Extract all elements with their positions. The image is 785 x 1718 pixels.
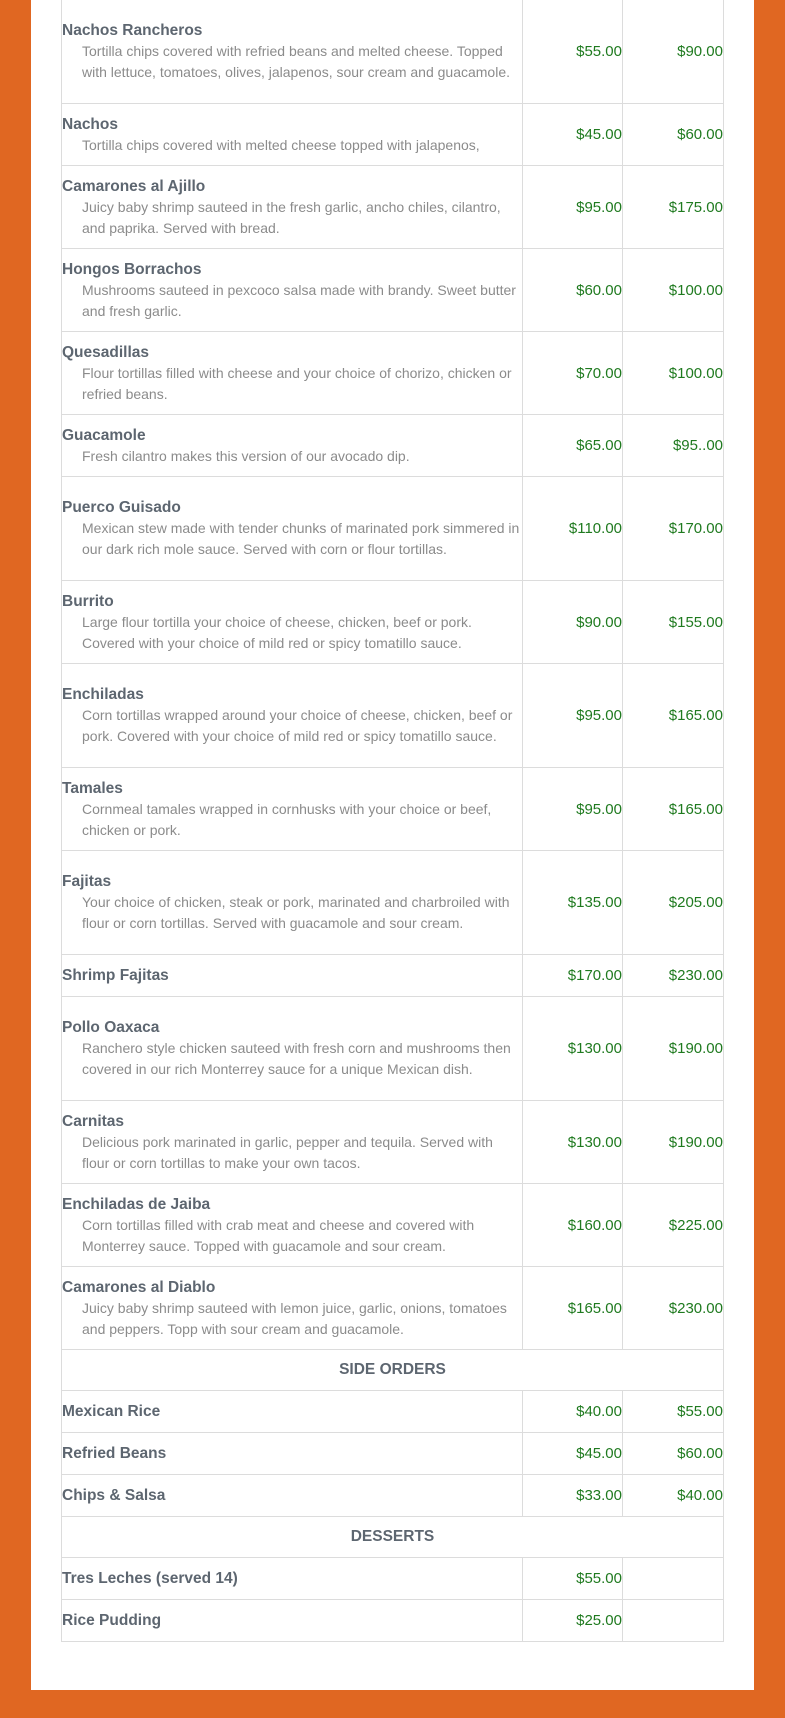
item-name: Camarones al Diablo [62, 1278, 216, 1296]
item-price-large: $60.00 [623, 1433, 724, 1475]
item-description: Tortilla chips covered with melted cheese topped with jalapenos, [82, 136, 480, 153]
item-price-small: $130.00 [523, 997, 623, 1101]
item-cell [62, 415, 523, 477]
item-cell [62, 477, 523, 581]
item-price-small: $160.00 [523, 1184, 623, 1267]
item-cell [62, 249, 523, 332]
item-price-large: $190.00 [623, 997, 724, 1101]
item-name: Enchiladas [62, 686, 144, 703]
item-price-large: $90.00 [623, 0, 724, 104]
item-price-small: $95.00 [523, 166, 623, 249]
item-price-small: $55.00 [523, 1558, 623, 1600]
item-cell [62, 1391, 523, 1433]
item-price-small: $95.00 [523, 664, 623, 768]
section-header-row [62, 1517, 724, 1558]
item-price-large: $205.00 [623, 851, 724, 955]
menu-item-row [62, 1558, 724, 1600]
item-cell [62, 768, 523, 851]
item-description: Cornmeal tamales wrapped in cornhusks with your choice or beef, chicken or pork. [82, 800, 492, 838]
menu-item-row [62, 0, 724, 104]
menu-item-row [62, 166, 724, 249]
menu-item-row [62, 664, 724, 768]
item-name: Carnitas [62, 1112, 125, 1130]
item-cell [62, 1600, 523, 1642]
item-price-small: $60.00 [523, 249, 623, 332]
item-price-large: $190.00 [623, 1101, 724, 1184]
item-price-large: $100.00 [623, 332, 724, 415]
item-price-small: $110.00 [523, 477, 623, 581]
menu-item-row [62, 1267, 724, 1350]
item-price-small: $135.00 [523, 851, 623, 955]
item-price-small: $130.00 [523, 1101, 623, 1184]
item-cell [62, 581, 523, 664]
item-description: Mushrooms sauteed in pexcoco salsa made with brandy. Sweet butter and fresh garlic. [82, 281, 516, 319]
item-name: Puerco Guisado [62, 499, 181, 516]
item-cell [62, 1433, 523, 1475]
item-name: Nachos [62, 115, 118, 133]
item-name: Tamales [62, 779, 123, 797]
item-cell [62, 0, 523, 104]
item-cell [62, 955, 523, 997]
item-description: Corn tortillas wrapped around your choice of cheese, chicken, beef or pork. Covered with your choice of mild red or spicy tomatillo sauce. [82, 707, 513, 744]
item-price-small: $90.00 [523, 581, 623, 664]
item-name: Hongos Borrachos [62, 260, 202, 278]
menu-item-row [62, 1600, 724, 1642]
item-price-small: $45.00 [523, 104, 623, 166]
menu-body [62, 0, 724, 1642]
item-price-large: $60.00 [623, 104, 724, 166]
item-price-large: $155.00 [623, 581, 724, 664]
item-description: Flour tortillas filled with cheese and your choice of chorizo, chicken or refried beans. [82, 364, 512, 402]
item-description: Your choice of chicken, steak or pork, marinated and charbroiled with flour or corn tortillas. Served with guacamole and sour cream. [82, 894, 510, 931]
item-price-small: $33.00 [523, 1475, 623, 1517]
item-name: Chips & Salsa [62, 1487, 166, 1504]
item-price-large: $165.00 [623, 664, 724, 768]
menu-table [61, 0, 724, 1642]
item-cell [62, 1184, 523, 1267]
item-description: Corn tortillas filled with crab meat and cheese and covered with Monterrey sauce. Topped with guacamole and sour cream. [82, 1216, 475, 1254]
item-description: Large flour tortilla your choice of cheese, chicken, beef or pork. Covered with your choice of mild red or spicy tomatillo sauce. [82, 613, 472, 651]
item-name: Shrimp Fajitas [62, 967, 169, 984]
menu-item-row [62, 997, 724, 1101]
menu-item-row [62, 851, 724, 955]
item-price-small: $170.00 [523, 955, 623, 997]
item-price-large: $225.00 [623, 1184, 724, 1267]
item-price-small: $25.00 [523, 1600, 623, 1642]
item-cell [62, 851, 523, 955]
section-header-row [62, 1350, 724, 1391]
item-description: Mexican stew made with tender chunks of marinated pork simmered in our dark rich mole sauce. Served with corn or flour tortillas. [82, 520, 520, 557]
item-cell [62, 664, 523, 768]
item-price-large: $165.00 [623, 768, 724, 851]
item-description: Delicious pork marinated in garlic, pepper and tequila. Served with flour or corn tortillas to make your own tacos. [82, 1133, 493, 1171]
menu-item-row [62, 1391, 724, 1433]
item-description: Fresh cilantro makes this version of our avocado dip. [82, 447, 410, 464]
menu-item-row [62, 477, 724, 581]
section-title-side-orders: SIDE ORDERS [62, 1350, 724, 1391]
menu-item-row [62, 104, 724, 166]
item-cell [62, 166, 523, 249]
item-price-large: $95..00 [623, 415, 724, 477]
menu-item-row [62, 415, 724, 477]
item-price-large: $55.00 [623, 1391, 724, 1433]
item-price-small: $40.00 [523, 1391, 623, 1433]
item-cell [62, 1558, 523, 1600]
item-price-large: $40.00 [623, 1475, 724, 1517]
item-price-large: $100.00 [623, 249, 724, 332]
menu-item-row [62, 1184, 724, 1267]
item-price-large: $230.00 [623, 1267, 724, 1350]
item-name: Refried Beans [62, 1445, 167, 1462]
item-price-small: $70.00 [523, 332, 623, 415]
menu-item-row [62, 332, 724, 415]
section-title-desserts: DESSERTS [62, 1517, 724, 1558]
menu-item-row [62, 1101, 724, 1184]
item-price-small: $95.00 [523, 768, 623, 851]
item-cell [62, 332, 523, 415]
item-name: Pollo Oaxaca [62, 1019, 160, 1036]
item-price-large [623, 1600, 724, 1642]
menu-item-row [62, 955, 724, 997]
item-name: Burrito [62, 592, 114, 610]
item-cell [62, 997, 523, 1101]
item-price-large: $175.00 [623, 166, 724, 249]
menu-item-row [62, 1433, 724, 1475]
item-description: Juicy baby shrimp sauteed in the fresh garlic, ancho chiles, cilantro, and paprika. Served with bread. [82, 198, 501, 236]
item-name: Enchiladas de Jaiba [62, 1195, 211, 1213]
item-description: Juicy baby shrimp sauteed with lemon juice, garlic, onions, tomatoes and peppers. Topp with sour cream and guacamole. [82, 1299, 507, 1337]
item-name: Camarones al Ajillo [62, 177, 206, 195]
menu-item-row [62, 1475, 724, 1517]
item-name: Guacamole [62, 426, 146, 444]
item-price-small: $55.00 [523, 0, 623, 104]
item-name: Nachos Rancheros [62, 22, 203, 39]
item-name: Quesadillas [62, 343, 150, 361]
item-description: Ranchero style chicken sauteed with fresh corn and mushrooms then covered in our rich Monterrey sauce for a unique Mexican dish. [82, 1040, 511, 1077]
item-cell [62, 1101, 523, 1184]
item-cell [62, 104, 523, 166]
item-name: Tres Leches (served 14) [62, 1570, 238, 1587]
item-name: Fajitas [62, 873, 112, 890]
item-price-small: $165.00 [523, 1267, 623, 1350]
menu-item-row [62, 249, 724, 332]
item-name: Rice Pudding [62, 1612, 162, 1629]
item-price-large [623, 1558, 724, 1600]
item-price-large: $170.00 [623, 477, 724, 581]
menu-item-row [62, 768, 724, 851]
menu-item-row [62, 581, 724, 664]
item-price-large: $230.00 [623, 955, 724, 997]
item-cell [62, 1267, 523, 1350]
item-name: Mexican Rice [62, 1403, 161, 1420]
item-description: Tortilla chips covered with refried beans and melted cheese. Topped with lettuce, tomatoes, olives, jalapenos, sour cream and guacamole. [82, 43, 511, 80]
item-price-small: $45.00 [523, 1433, 623, 1475]
item-cell [62, 1475, 523, 1517]
item-price-small: $65.00 [523, 415, 623, 477]
menu-page [31, 0, 754, 1690]
